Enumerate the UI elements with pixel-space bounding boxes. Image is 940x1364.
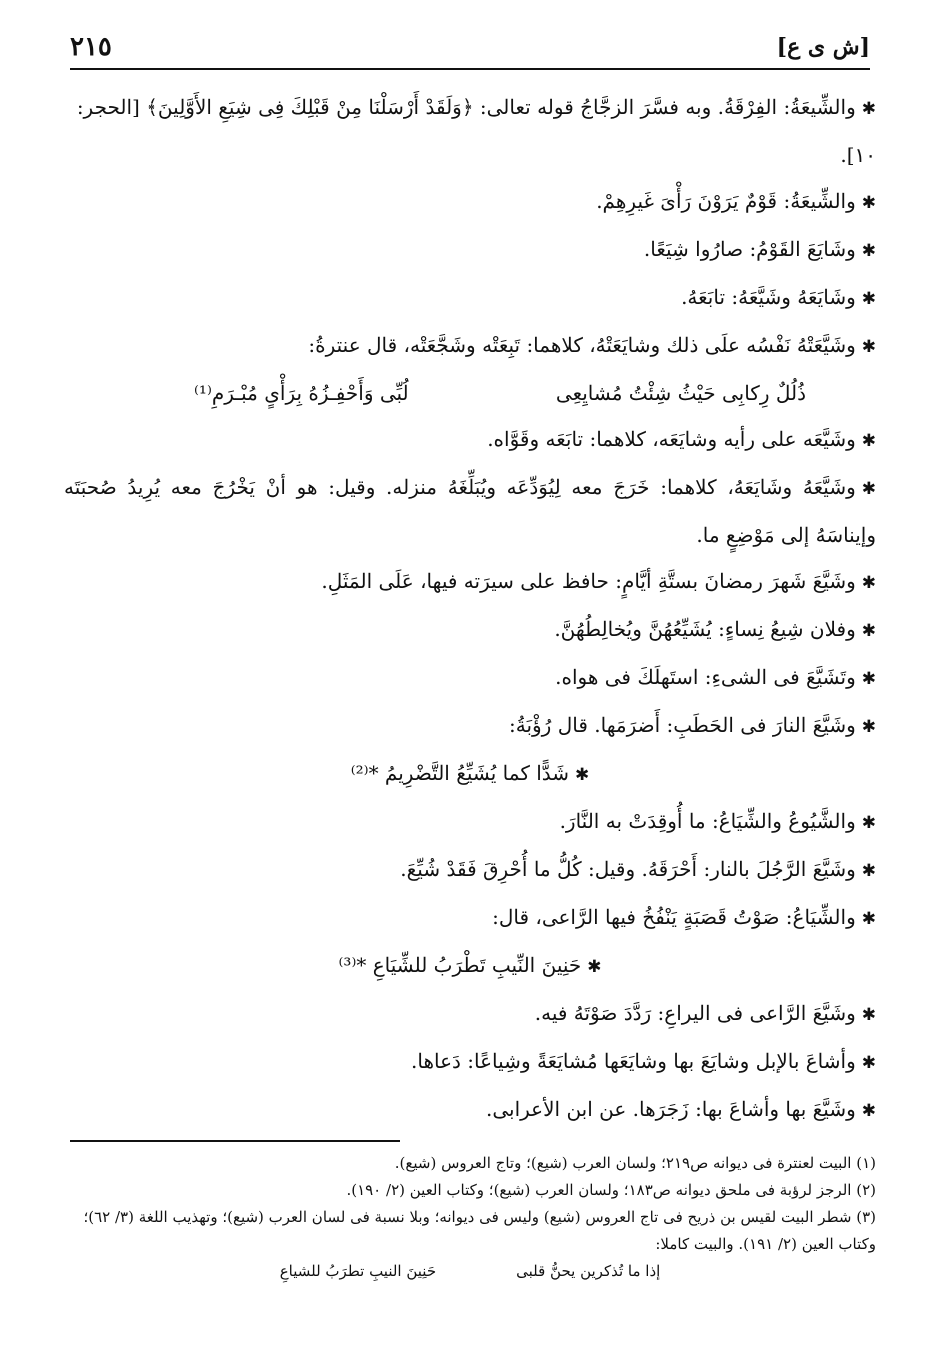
- bullet-star-icon: ✱: [861, 1101, 876, 1121]
- entry-paragraph: [64, 558, 876, 606]
- entry-text: والشِّيَاعُ: صَوْتُ قَصَبَةٍ يَنْفُخُ فيها الرَّاعى، قال:: [492, 905, 856, 929]
- bullet-star-icon: ✱: [861, 193, 876, 213]
- page-number: ٢١٥: [70, 32, 112, 62]
- entry-text: وشَيَّعَ بها وأشاعَ بها: زَجَرَها. عن ابن الأعرابى.: [486, 1097, 856, 1121]
- entry-paragraph: [64, 322, 876, 370]
- footnote: (٢) الرجز لرؤبة فى ملحق ديوانه ص١٨٣؛ ولسان العرب (شيع)؛ وكتاب العين (٢/ ١٩٠).: [346, 1181, 876, 1199]
- entry-paragraph: [64, 606, 876, 654]
- entry-text: والشَّيُوعُ والشِّيَاعُ: ما أُوقِدَتْ به النَّارَ.: [559, 809, 856, 833]
- entry-paragraph: [64, 416, 876, 464]
- entry-body: [64, 84, 876, 1134]
- bullet-star-icon: ✱: [861, 573, 876, 593]
- entry-text: وشَايَعَهُ وشَيَّعَهُ: تابَعَهُ.: [681, 285, 856, 309]
- entry-paragraph: [64, 990, 876, 1038]
- entry-text: وشَيَّعَ النارَ فى الحَطَبِ: أَضرَمَها. قال رُؤْبَةُ:: [509, 713, 856, 737]
- entry-paragraph: [64, 178, 876, 226]
- bullet-star-icon: ✱: [861, 909, 876, 929]
- footnote-verse-first: إذا ما تُذكرين يحنُّ قلبى: [516, 1262, 661, 1280]
- entry-text: وشَايَعَ القَوْمُ: صارُوا شِيَعًا.: [643, 237, 856, 261]
- verse-second-hemistich: لُبِّى وَأَحْفِـزُهُ بِرَأْىٍ مُبْـرَمِ⁽¹⁾: [194, 381, 409, 405]
- bullet-star-icon: ✱: [861, 99, 876, 119]
- entry-paragraph: [64, 702, 876, 750]
- footnotes: [64, 1150, 876, 1285]
- entry-paragraph: [64, 894, 876, 942]
- footnote-verse: [64, 1258, 876, 1285]
- entry-text: والشِّيعَةُ: قَوْمٌ يَرَوْنَ رَأْىَ غَيرِهِمْ.: [596, 189, 856, 213]
- bullet-star-icon: ✱: [575, 765, 590, 785]
- entry-paragraph: [64, 1038, 876, 1086]
- root-label: [ش ى ع]: [776, 34, 870, 60]
- entry-paragraph: [64, 274, 876, 322]
- entry-text: وشَيَّعَ شَهرَ رمضانَ بستَّةِ أيَّامٍ: حافظ على سيرَته فيها، عَلَى المَثَلِ.: [321, 569, 856, 593]
- bullet-star-icon: ✱: [861, 717, 876, 737]
- entry-text: والشِّيعَةُ: الفِرْقَةُ. وبه فسَّرَ الزجَّاجُ قوله تعالى: ﴿وَلَقَدْ أَرْسَلْنَا مِنْ قَبْلِكَ فِى شِيَعِ الأَوَّلِينَ﴾ [الحجر: ١٠].: [76, 95, 876, 167]
- entry-text: وشَيَّعَتْهُ نَفْسُه علَى ذلك وشايَعَتْهُ، كلاهما: تَبِعَتْه وشَجَّعَتْه، قال عنترةُ:: [308, 333, 856, 357]
- entry-paragraph: [64, 1086, 876, 1134]
- bullet-star-icon: ✱: [861, 431, 876, 451]
- bullet-star-icon: ✱: [861, 241, 876, 261]
- poem-verse: [64, 750, 876, 798]
- bullet-star-icon: ✱: [861, 479, 876, 499]
- bullet-star-icon: ✱: [861, 1053, 876, 1073]
- footnote: (٣) شطر البيت لقيس بن ذريح فى تاج العروس (شيع) وليس فى ديوانه؛ وبلا نسبة فى لسان العرب (شيع)؛ وتهذيب اللغة (٣/ ٦٢)؛ وكتاب العين (٢/ ١٩١). والبيت كاملا:: [83, 1208, 876, 1253]
- bullet-star-icon: ✱: [861, 621, 876, 641]
- entry-text: وشَيَّعَ الرَّجُلَ بالنار: أَحْرَقَهُ. وقيل: كُلُّ ما أُحْرِقَ فَقَدْ شُيِّعَ.: [400, 857, 856, 881]
- entry-paragraph: [64, 654, 876, 702]
- bullet-star-icon: ✱: [861, 1005, 876, 1025]
- entry-paragraph: [64, 846, 876, 894]
- verse-text: حَنِينَ النِّيبِ تَطْرَبُ للشِّيَاعِ *⁽³⁾: [338, 953, 582, 977]
- bullet-star-icon: ✱: [587, 957, 602, 977]
- entry-text: وفلان شِيعُ نِساءٍ: يُشَيِّعُهُنَّ ويُخالِطُهُنَّ.: [554, 617, 856, 641]
- bullet-star-icon: ✱: [861, 861, 876, 881]
- page-header: [70, 28, 870, 70]
- footnote: (١) البيت لعنترة فى ديوانه ص٢١٩؛ ولسان العرب (شيع)؛ وتاج العروس (شيع).: [394, 1154, 876, 1172]
- footnote-verse-second: حَنِينَ النيبِ تطرَبُ للشياعِ: [279, 1262, 437, 1280]
- entry-text: وشَيَّعَه على رأيه وشايَعَه، كلاهما: تابَعَه وقَوَّاه.: [487, 427, 856, 451]
- bullet-star-icon: ✱: [861, 337, 876, 357]
- verse-text: شَدًّا كما يُشَيِّعُ التَّضْرِيمُ *⁽²⁾: [350, 761, 570, 785]
- footnote-divider: [70, 1140, 400, 1142]
- bullet-star-icon: ✱: [861, 813, 876, 833]
- entry-paragraph: [64, 798, 876, 846]
- entry-text: وأشاعَ بالإبل وشايَعَ بها وشايَعَها مُشايَعَةً وشِياعًا: دَعاها.: [411, 1049, 856, 1073]
- poem-verse: [64, 942, 876, 990]
- entry-paragraph: [64, 84, 876, 178]
- entry-text: وشَيَّعَهُ وشَايَعَهُ، كلاهما: خَرَجَ معه لِيُوَدِّعَه ويُبَلِّغَهُ منزله. وقيل: هو أنْ يَخْرُجَ معه يُرِيدُ صُحبَتَه وإيناسَهُ إلى مَوْضِعٍ ما.: [64, 475, 876, 547]
- entry-paragraph: [64, 464, 876, 558]
- bullet-star-icon: ✱: [861, 289, 876, 309]
- verse-first-hemistich: ذُلُلٌ رِكابِى حَيْثُ شِئْتُ مُشايِعِى: [555, 381, 806, 405]
- poem-verse: [64, 370, 876, 416]
- entry-text: وشَيَّعَ الرَّاعى فى اليراعِ: رَدَّدَ صَوْتَهُ فيه.: [534, 1001, 856, 1025]
- entry-paragraph: [64, 226, 876, 274]
- bullet-star-icon: ✱: [861, 669, 876, 689]
- entry-text: وتَشَيَّعَ فى الشىءِ: استَهلَكَ فى هواه.: [555, 665, 856, 689]
